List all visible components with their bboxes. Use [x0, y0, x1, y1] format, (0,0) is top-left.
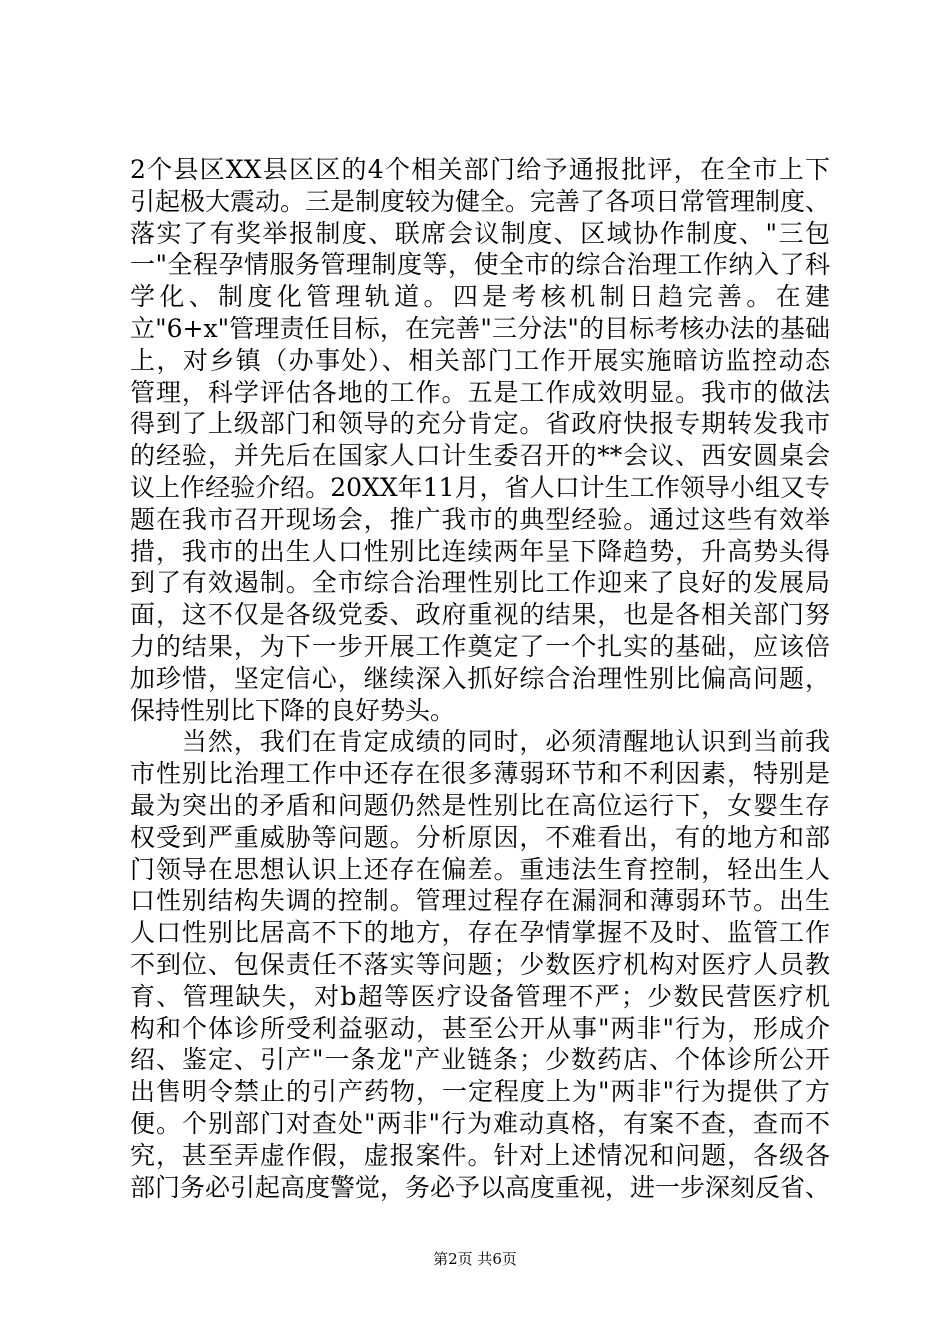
text-line: 口性别结构失调的控制。管理过程存在漏洞和薄弱环节。出生 [130, 886, 830, 916]
text-line: 引起极大震动。三是制度较为健全。完善了各项日常管理制度、 [130, 186, 831, 216]
text-line: 学化、制度化管理轨道。四是考核机制日趋完善。在建 [130, 282, 830, 312]
paragraph-1 [130, 154, 830, 726]
text-line: 当然，我们在肯定成绩的同时，必须清醒地认识到当前我 [130, 727, 830, 757]
paragraph-2 [130, 726, 830, 1203]
text-line: 措，我市的出生人口性别比连续两年呈下降趋势，升高势头得 [130, 536, 830, 566]
text-line: 得到了上级部门和领导的充分肯定。省政府快报专期转发我市 [130, 409, 830, 439]
text-line: 权受到严重威胁等问题。分析原因，不难看出，有的地方和部 [130, 822, 830, 852]
text-line: 的经验，并先后在国家人口计生委召开的**会议、西安圆桌会 [130, 441, 830, 471]
text-line: 立"6+x"管理责任目标，在完善"三分法"的目标考核办法的基础 [130, 313, 830, 343]
text-line: 管理，科学评估各地的工作。五是工作成效明显。我市的做法 [130, 377, 830, 407]
text-line: 便。个别部门对查处"两非"行为难动真格，有案不查，查而不 [130, 1108, 830, 1138]
text-line: 门领导在思想认识上还存在偏差。重违法生育控制，轻出生人 [130, 854, 830, 884]
body-text [130, 154, 830, 1203]
text-line: 加珍惜，坚定信心，继续深入抓好综合治理性别比偏高问题， [130, 663, 830, 693]
page-number-footer: 第2页 共6页 [433, 1250, 517, 1268]
text-line: 最为突出的矛盾和问题仍然是性别比在高位运行下，女婴生存 [130, 790, 830, 820]
text-line: 题在我市召开现场会，推广我市的典型经验。通过这些有效举 [130, 504, 830, 534]
text-line: 育、管理缺失，对b超等医疗设备管理不严；少数民营医疗机 [130, 981, 830, 1011]
text-line: 力的结果，为下一步开展工作奠定了一个扎实的基础，应该倍 [130, 631, 830, 661]
text-line: 绍、鉴定、引产"一条龙"产业链条；少数药店、个体诊所公开 [130, 1045, 830, 1075]
text-line: 市性别比治理工作中还存在很多薄弱环节和不利因素，特别是 [130, 759, 830, 789]
text-line: 人口性别比居高不下的地方，存在孕情掌握不及时、监管工作 [130, 918, 830, 948]
text-line: 部门务必引起高度警觉，务必予以高度重视，进一步深刻反省、 [130, 1172, 831, 1202]
text-line: 构和个体诊所受利益驱动，甚至公开从事"两非"行为，形成介 [130, 1013, 830, 1043]
text-line: 上，对乡镇（办事处）、相关部门工作开展实施暗访监控动态 [130, 345, 830, 375]
text-line: 到了有效遏制。全市综合治理性别比工作迎来了良好的发展局 [130, 568, 830, 598]
text-line: 议上作经验介绍。20XX年11月，省人口计生工作领导小组又专 [130, 472, 830, 502]
text-line: 一"全程孕情服务管理制度等，使全市的综合治理工作纳入了科 [130, 250, 830, 280]
text-line: 面，这不仅是各级党委、政府重视的结果，也是各相关部门努 [130, 600, 830, 630]
text-line: 落实了有奖举报制度、联席会议制度、区域协作制度、"三包 [130, 218, 830, 248]
text-line: 究，甚至弄虚作假，虚报案件。针对上述情况和问题，各级各 [130, 1140, 830, 1170]
text-line: 保持性别比下降的良好势头。 [130, 695, 456, 725]
text-line: 不到位、包保责任不落实等问题；少数医疗机构对医疗人员教 [130, 949, 830, 979]
text-line: 出售明令禁止的引产药物，一定程度上为"两非"行为提供了方 [130, 1077, 830, 1107]
text-line: 2个县区XX县区区的4个相关部门给予通报批评，在全市上下 [130, 155, 830, 184]
